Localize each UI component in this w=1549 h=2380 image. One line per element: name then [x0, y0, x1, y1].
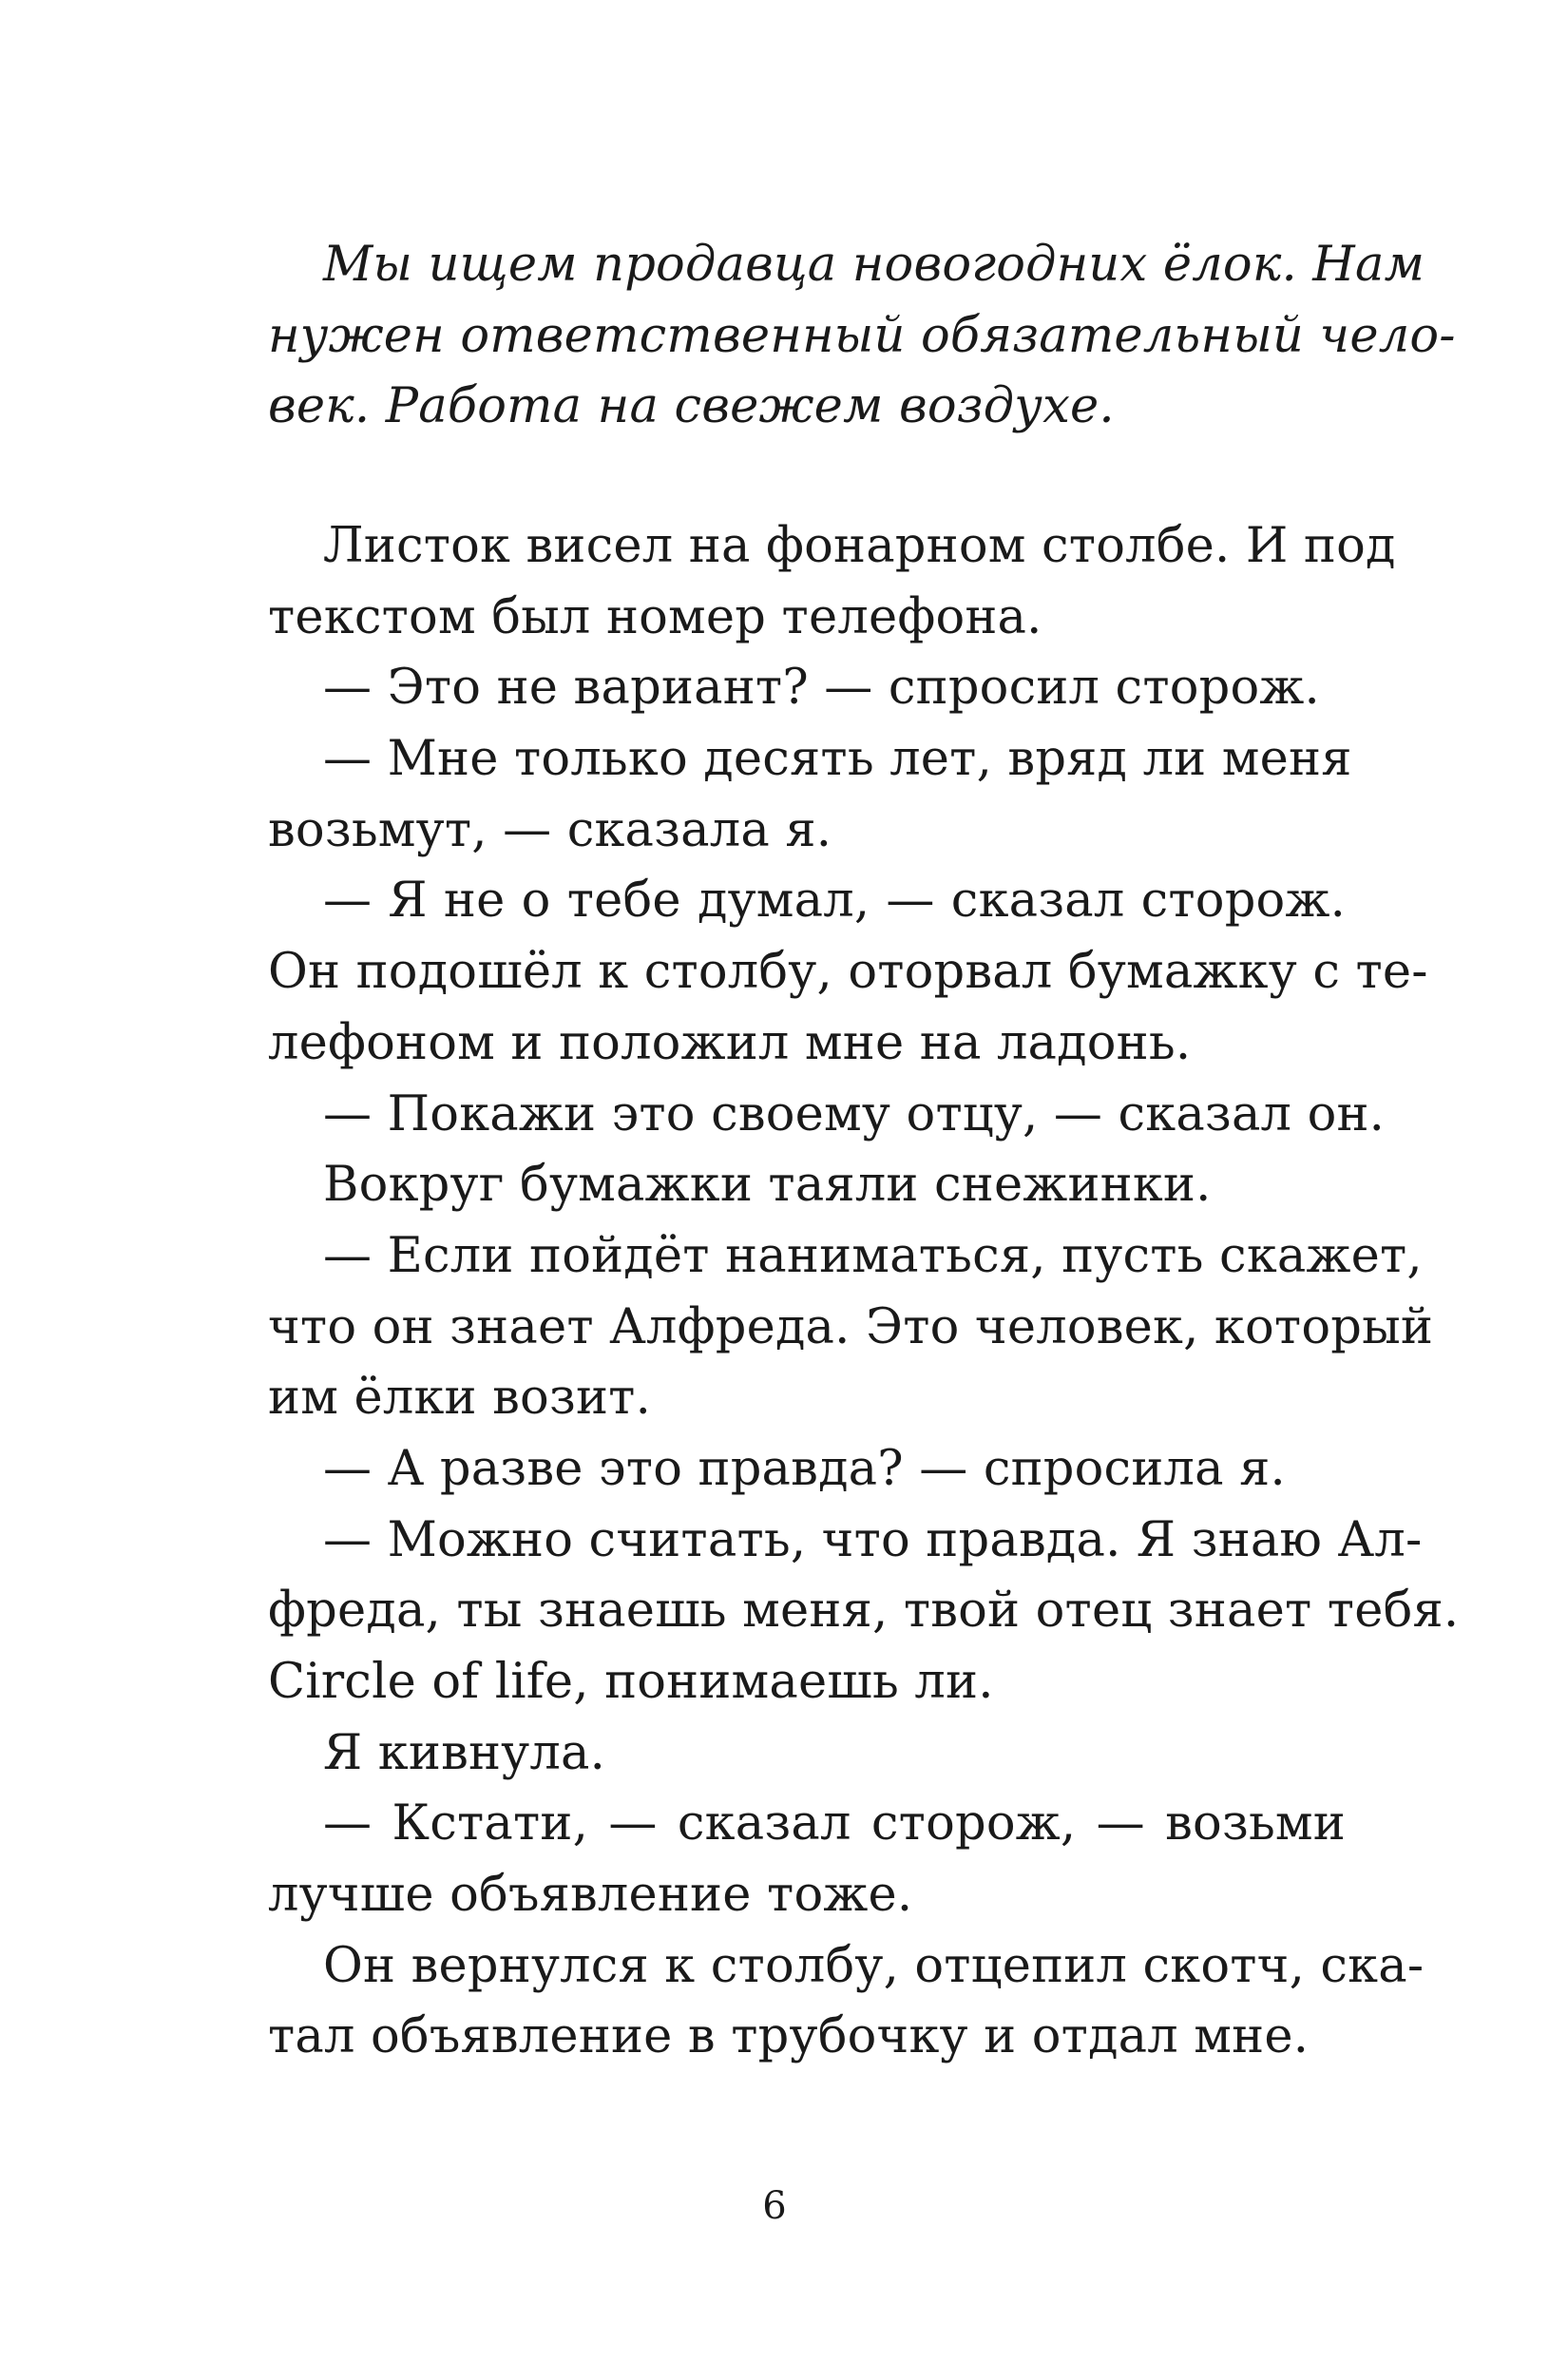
page-number: 6 — [762, 2184, 787, 2228]
story-line: — Покажи это своему отцу, — сказал он. — [323, 1085, 1386, 1142]
story-line: лучше объявление тоже. — [268, 1867, 913, 1924]
story-line: — Если пойдёт наниматься, пусть скажет, — [323, 1227, 1423, 1284]
story-line: тал объявление в трубочку и отдал мне. — [268, 2008, 1310, 2065]
story-line: — Кстати, — сказал сторож, — возьми — [323, 1795, 1346, 1852]
story-line: — Можно считать, что правда. Я знаю Ал- — [323, 1511, 1423, 1568]
ad-line: Мы ищем продавца новогодних ёлок. Нам — [323, 237, 1425, 293]
ad-line: век. Работа на свежем воздухе. — [268, 378, 1115, 435]
story-line: Вокруг бумажки таяли снежинки. — [323, 1157, 1212, 1214]
story-text — [268, 511, 1460, 2073]
story-line: им ёлки возит. — [268, 1370, 651, 1427]
story-line: что он знает Алфреда. Это человек, который — [268, 1298, 1434, 1355]
story-line: Я кивнула. — [323, 1724, 605, 1781]
story-line: Circle of life, понимаешь ли. — [268, 1654, 994, 1710]
story-line: фреда, ты знаешь меня, твой отец знает тебя. — [268, 1583, 1460, 1640]
story-line: — А разве это правда? — спросила я. — [323, 1440, 1286, 1497]
ad-line: нужен ответственный обязательный чело- — [268, 307, 1456, 364]
story-line: лефоном и положил мне на ладонь. — [268, 1014, 1192, 1071]
job-advertisement — [268, 230, 1456, 443]
story-line: текстом был номер телефона. — [268, 588, 1042, 645]
story-line: возьмут, — сказала я. — [268, 801, 832, 858]
story-line: — Это не вариант? — спросил сторож. — [323, 660, 1320, 717]
story-line: Листок висел на фонарном столбе. И под — [323, 518, 1396, 574]
story-line: Он подошёл к столбу, оторвал бумажку с те- — [268, 944, 1428, 1001]
story-line: — Я не о тебе думал, — сказал сторож. — [323, 873, 1346, 930]
story-line: Он вернулся к столбу, отцепил скотч, ска- — [323, 1937, 1425, 1994]
story-line: — Мне только десять лет, вряд ли меня — [323, 731, 1352, 788]
